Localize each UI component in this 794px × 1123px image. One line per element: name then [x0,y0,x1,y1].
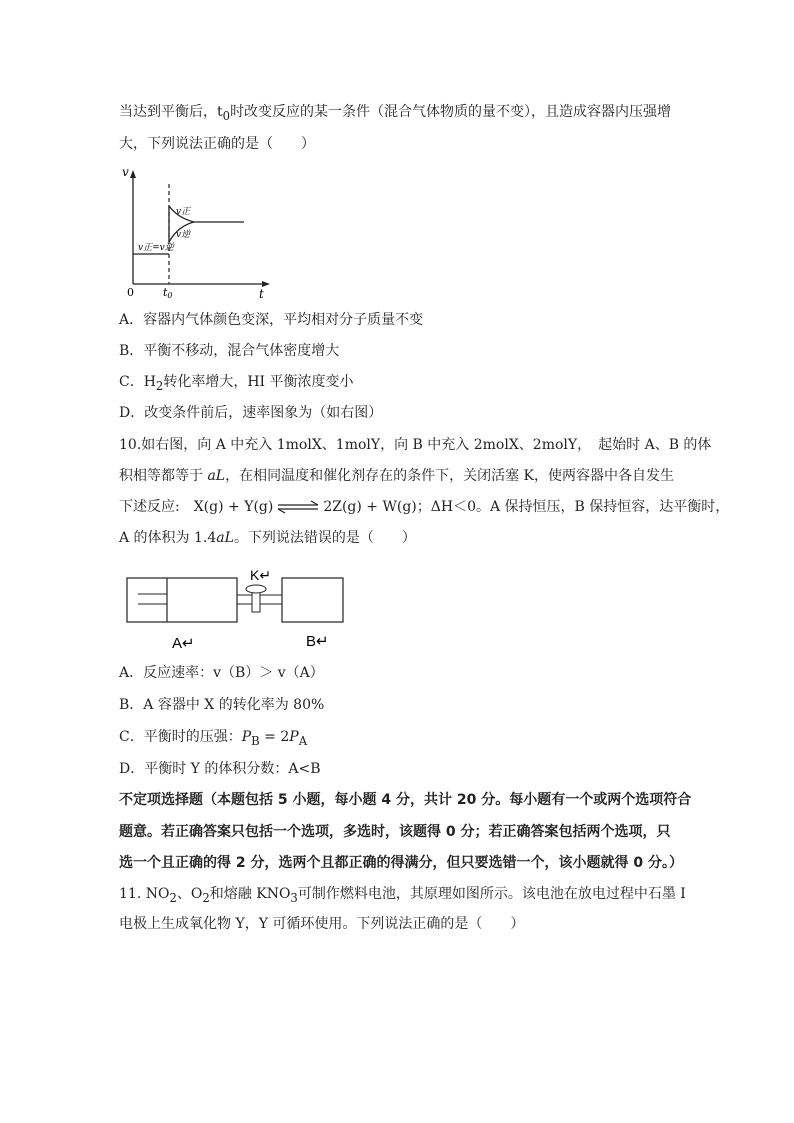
q11-stem-line1: 11. $NO_2$、$O_2$和熔融 $KNO_3$可制作燃料电池，其原理如图所示。该电池在放电过程中石墨 I [119,886,686,905]
q10-option-a: A．反应速率：v（B）＞ v（A） [119,665,324,681]
section-heading-line2: 题意。若正确答案只包括一个选项，多选时，该题得 0 分；若正确答案包括两个选项，只 [119,824,671,840]
section-heading-line1: 不定项选择题（本题包括 5 小题，每小题 4 分，共计 20 分。每小题有一个或两个选项符合 [119,792,692,808]
container-b-label: B↵ [306,633,329,650]
q10-option-b: B．A 容器中 X 的转化率为 80% [119,697,325,713]
rate-time-graph [118,162,278,302]
v-forward-label: v正 [176,207,191,217]
container-a-label: A↵ [172,635,195,652]
t0-label: t0 [163,286,173,300]
q10-stem-line2: 积相等都等于 aL，在相同温度和催化剂存在的条件下，关闭活塞 K，使两容器中各自发生 [119,468,675,484]
q11-stem-line2: 电极上生成氧化物 Y，Y 可循环使用。下列说法正确的是（ ） [119,916,525,932]
container-diagram [120,560,360,656]
q9-option-c: C．$H_2$转化率增大，HI 平衡浓度变小 [119,374,354,393]
q9-stem-line1: 当达到平衡后，$t_0$时改变反应的某一条件（混合气体物质的量不变），且造成容器内压强增 [119,104,672,123]
q10-stem-line4: A 的体积为 1.4aL。下列说法错误的是（ ） [119,530,416,546]
y-axis-label: v [122,165,129,179]
q10-stem-line3: 下述反应: X(g) + Y(g) 2Z(g) + W(g)；ΔH＜0。A 保持恒压，B 保持恒容，达平衡时， [119,499,730,515]
section-heading-line3: 选一个且正确的得 2 分，选两个且都正确的得满分，但只要选错一个，该小题就得 0 分。） [119,855,683,871]
q10-option-c: C．平衡时的压强：$P_B = 2P_A$ [119,729,308,748]
v-reverse-label: v逆 [176,230,191,240]
initial-rate-label: v正=v逆 [138,243,174,253]
q9-stem-line2: 大，下列说法正确的是（ ） [119,136,315,152]
origin-label: 0 [127,286,134,299]
q10-stem-line1: 10.如右图，向 A 中充入 1molX、1molY，向 B 中充入 2molX、2molY， 起始时 A、B 的体 [119,437,712,453]
q9-option-b: B．平衡不移动，混合气体密度增大 [119,343,340,359]
q9-option-d: D．改变条件前后，速率图象为（如右图） [119,405,383,421]
x-axis-label: t [259,287,264,301]
q9-option-a: A．容器内气体颜色变深，平均相对分子质量不变 [119,312,424,328]
valve-k-label: K↵ [250,567,272,583]
equilibrium-arrow-icon [276,500,320,514]
q10-option-d: D．平衡时 Y 的体积分数：A<B [119,761,321,777]
